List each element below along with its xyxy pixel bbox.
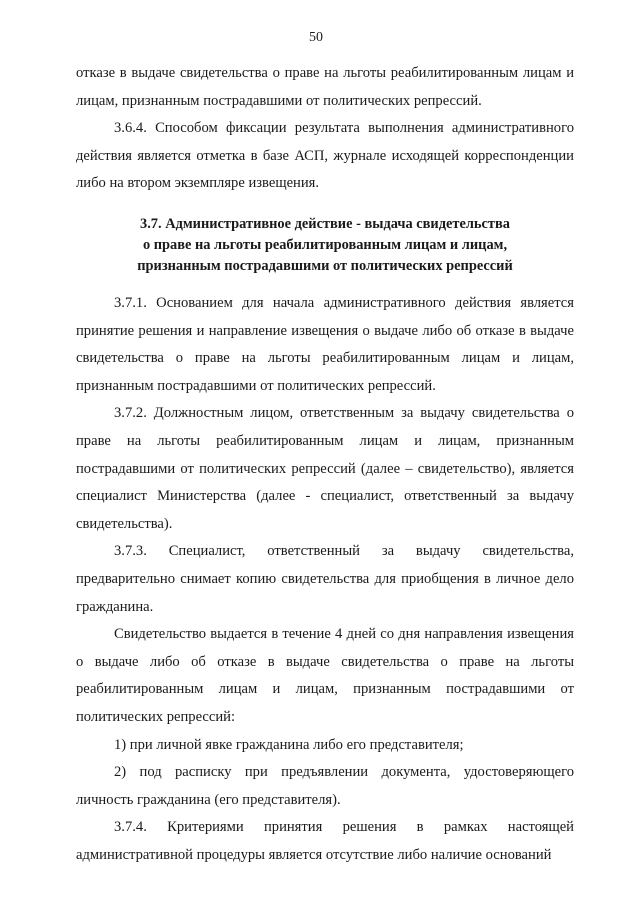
paragraph-issuance-term: Свидетельство выдается в течение 4 дней со дня направления извещения о выдаче либо об отказе в выдаче свидетельства о праве на льготы реабилитированным лицам и лицам, признанным пострадавшими от политических репрессий: [76, 626, 574, 725]
list-item-1: 1) при личной явке гражданина либо его представителя; [114, 736, 464, 753]
paragraph-3-7-1: 3.7.1. Основанием для начала административного действия является принятие решения и направление извещения о выдаче либо об отказе в выдаче свидетельства о праве на льготы реабилитированным лицам и лицам, признанным пострадавшими от политических репрессий. [76, 295, 574, 394]
section-body [76, 290, 574, 869]
section-heading [76, 214, 574, 277]
paragraph-continuation: отказе в выдаче свидетельства о праве на льготы реабилитированным лицам и лицам, признанным пострадавшими от политических репрессий. [76, 65, 574, 109]
paragraph-3-7-2: 3.7.2. Должностным лицом, ответственным за выдачу свидетельства о праве на льготы реабилитированным лицам и лицам, признанным пострадавшими от политических репрессий (далее – свидетельство), является специалист Министерства (далее - специалист, ответственный за выдачу свидетельства). [76, 405, 574, 532]
heading-line-1: 3.7. Административное действие - выдача свидетельства [140, 216, 510, 232]
list-item-2: 2) под расписку при предъявлении документа, удостоверяющего личность гражданина (его представителя). [76, 764, 574, 808]
heading-line-3: признанным пострадавшими от политических репрессий [137, 258, 513, 274]
heading-line-2: о праве на льготы реабилитированным лицам и лицам, [142, 237, 508, 253]
paragraph-3-7-3: 3.7.3. Специалист, ответственный за выдачу свидетельства, предварительно снимает копию свидетельства для приобщения в личное дело гражданина. [76, 543, 574, 615]
intro-block [76, 60, 574, 198]
paragraph-3-6-4: 3.6.4. Способом фиксации результата выполнения административного действия является отметка в базе АСП, журнале исходящей корреспонденции либо на втором экземпляре извещения. [76, 120, 574, 192]
page-number: 50 [309, 30, 323, 45]
paragraph-3-7-4: 3.7.4. Критериями принятия решения в рамках настоящей административной процедуры является отсутствие либо наличие оснований [76, 819, 574, 863]
